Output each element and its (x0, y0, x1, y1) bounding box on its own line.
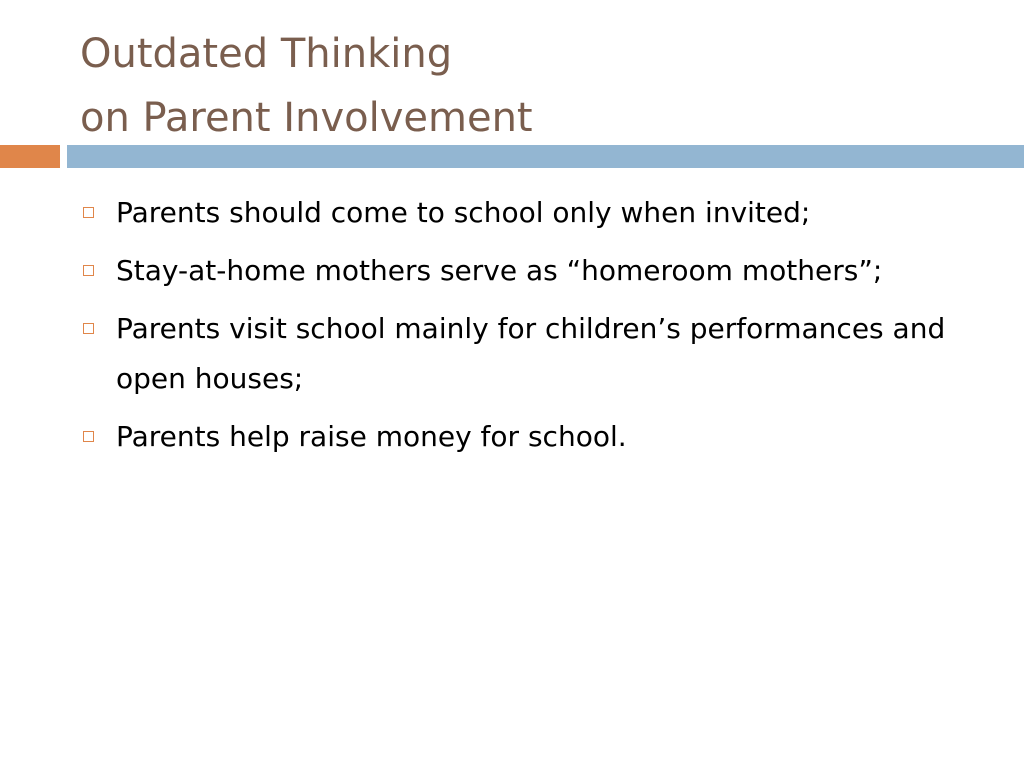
bullet-text: Parents visit school mainly for children’s performances and open houses; (116, 312, 946, 395)
bullet-text: Stay-at-home mothers serve as “homeroom mothers”; (116, 254, 883, 287)
slide-title (80, 22, 533, 150)
square-bullet-icon (83, 207, 94, 218)
bullet-text: Parents should come to school only when invited; (116, 196, 811, 229)
square-bullet-icon (83, 431, 94, 442)
slide-title-line-2: on Parent Involvement (80, 95, 533, 141)
bullet-list (80, 188, 960, 470)
square-bullet-icon (83, 323, 94, 334)
bullet-item (80, 188, 960, 238)
accent-bar-orange (0, 145, 60, 168)
slide-title-line-1: Outdated Thinking (80, 31, 453, 77)
bullet-item (80, 246, 960, 296)
bullet-item (80, 304, 960, 404)
square-bullet-icon (83, 265, 94, 276)
accent-bar-blue (67, 145, 1024, 168)
bullet-item (80, 412, 960, 462)
bullet-text: Parents help raise money for school. (116, 420, 627, 453)
